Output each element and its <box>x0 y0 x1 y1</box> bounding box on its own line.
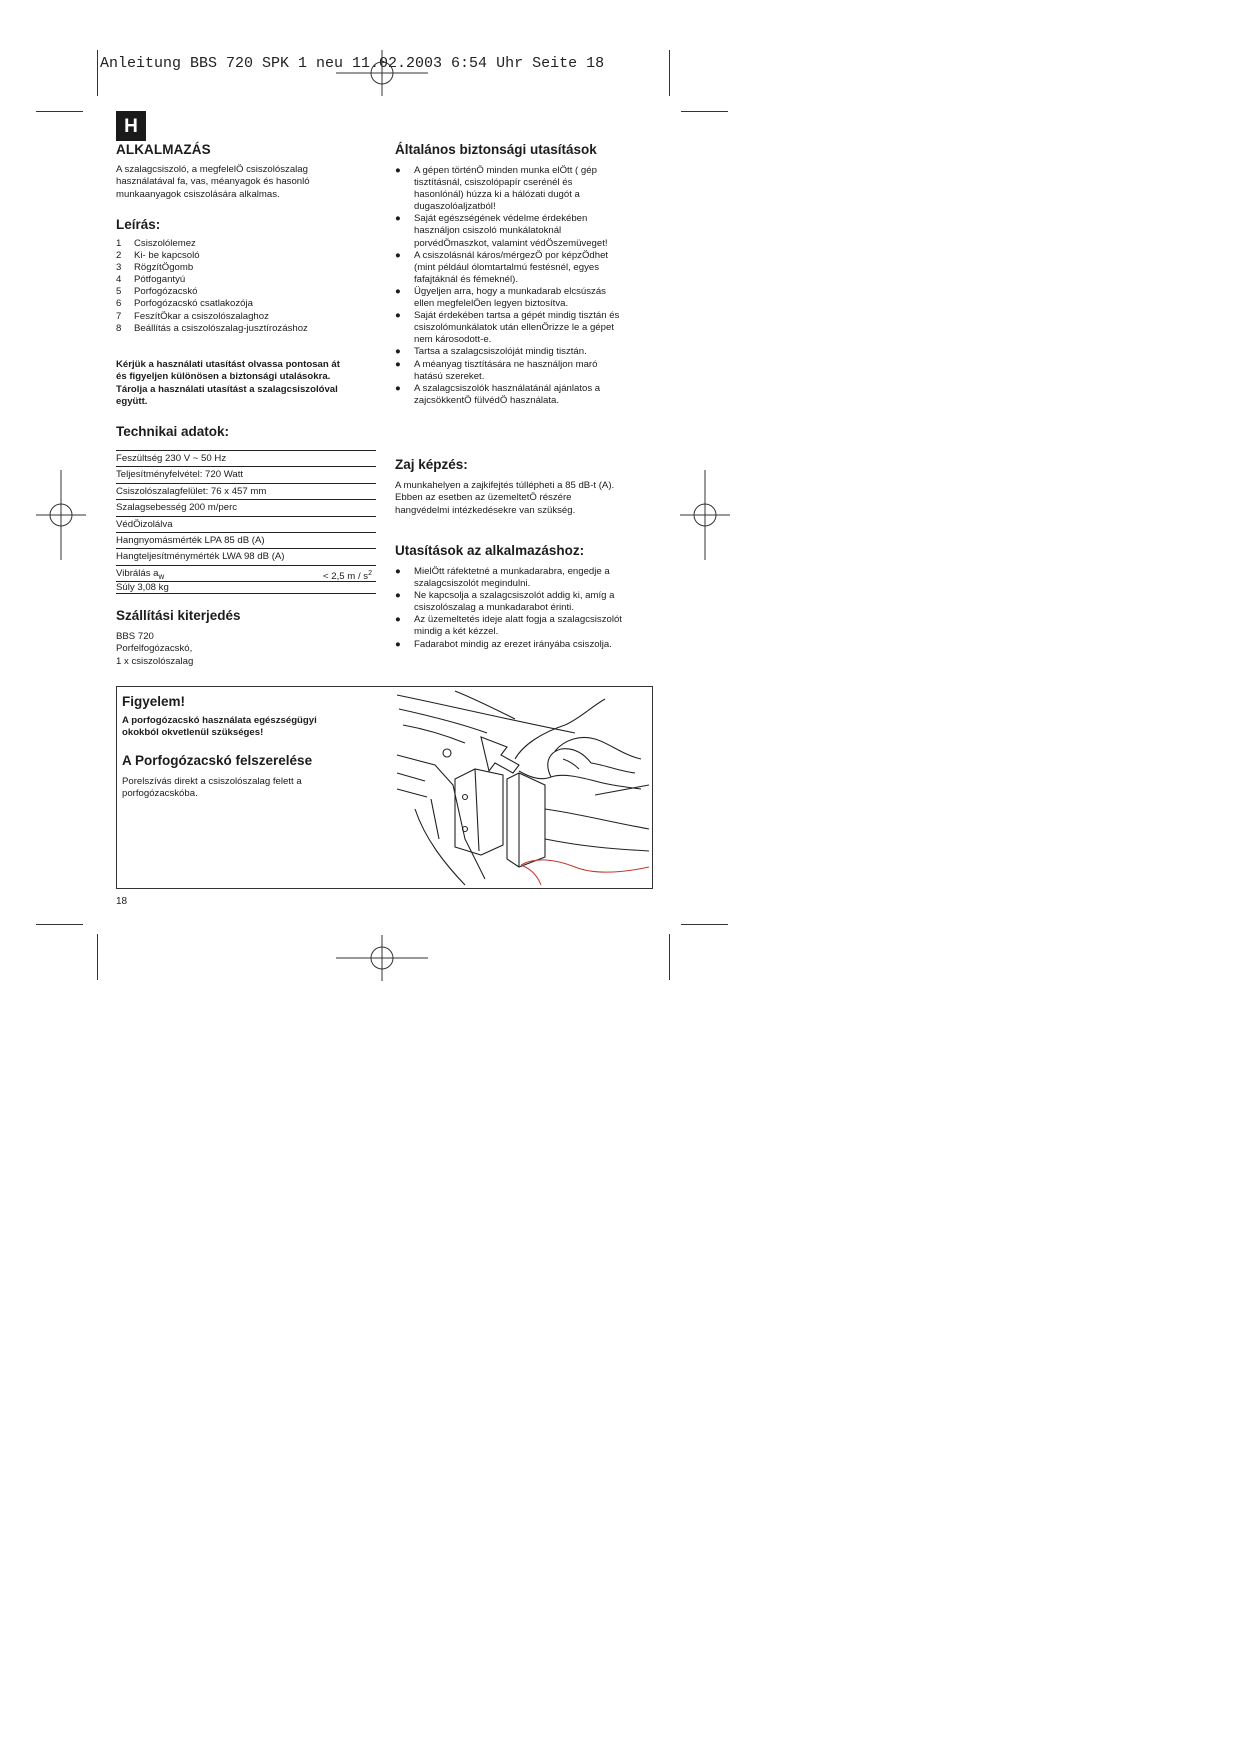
table-row: Súly 3,08 kg <box>116 582 376 594</box>
intro-line: A szalagcsiszoló, a megfelelÖ csiszolószalag <box>116 164 308 175</box>
warning-box <box>116 686 653 889</box>
registration-mark-top <box>336 50 428 96</box>
table-row: Feszültség 230 V ~ 50 Hz <box>116 451 376 467</box>
section-title-usage: Utasítások az alkalmazáshoz: <box>395 543 585 558</box>
list-item: ● Az üzemeltetés ideje alatt fogja a szalagcsiszolót mindig a két kézzel. <box>395 614 660 638</box>
list-item: ● A méanyag tisztítására ne használjon maró hatású szereket. <box>395 359 660 383</box>
application-intro <box>116 164 376 201</box>
section-title-application: ALKALMAZÁS <box>116 142 211 157</box>
registration-mark-right <box>680 470 730 560</box>
page-number: 18 <box>116 896 128 907</box>
note-line: Kérjük a használati utasítást olvassa pontosan át <box>116 359 340 370</box>
crop-mark <box>681 924 728 925</box>
list-item: 3 RögzítÖgomb <box>116 262 194 274</box>
list-item: 6 Porfogózacskó csatlakozója <box>116 298 253 310</box>
parts-list <box>116 238 386 335</box>
delivery-list <box>116 631 193 668</box>
vibration-value: < 2,5 m / $s^2$ <box>323 569 372 582</box>
crop-mark <box>669 50 670 96</box>
noise-line: A munkahelyen a zajkifejtés túllépheti a 85 dB-t (A). <box>395 480 615 491</box>
table-row: Csiszolószalagfelület: 76 x 457 mm <box>116 484 376 500</box>
list-item: 7 FeszítÖkar a csiszolószalaghoz <box>116 310 269 322</box>
list-item: 2 Ki- be kapcsoló <box>116 250 200 262</box>
crop-mark <box>669 934 670 980</box>
spec-table <box>116 450 376 594</box>
list-item: ● Saját egészségének védelme érdekében használjon csiszoló munkálatoknál porvédÖmaszkot, valamint védÖszemüveget! <box>395 213 660 249</box>
list-item: ● Tartsa a szalagcsiszolóját mindig tisztán. <box>395 346 660 358</box>
section-title-description: Leírás: <box>116 217 161 232</box>
noise-text <box>395 480 665 517</box>
delivery-item: Porfelfogózacskó, <box>116 643 193 655</box>
crop-mark <box>36 924 83 925</box>
dust-bag-attachment-illustration <box>395 689 651 887</box>
list-item: ● Ne kapcsolja a szalagcsiszolót addig ki, amíg a csiszolószalag a munkadarabot érinti. <box>395 590 660 614</box>
note-line: és figyeljen különösen a biztonsági utalásokra. <box>116 371 331 383</box>
language-badge: H <box>116 111 146 141</box>
table-row: Hangnyomásmérték LPA 85 dB (A) <box>116 533 376 549</box>
list-item: 8 Beállítás a csiszolószalag-jusztírozáshoz <box>116 322 308 334</box>
table-row: Hangteljesítménymérték LWA 98 dB (A) <box>116 549 376 565</box>
section-title-noise: Zaj képzés: <box>395 457 468 472</box>
safety-list <box>395 165 660 407</box>
read-instructions-note <box>116 359 386 408</box>
crop-mark <box>97 50 98 96</box>
list-item: ● Saját érdekében tartsa a gépét mindig tisztán és csiszolómunkálatok után ellenÖrizze le a gépet nem károsodott-e. <box>395 310 660 346</box>
warning-title: Figyelem! <box>122 694 186 709</box>
table-row-vibration <box>116 566 376 582</box>
list-item: 1 Csiszolólemez <box>116 238 196 249</box>
warning-body: Porelszívás direkt a csiszolószalag felett a porfogózacskóba. <box>122 776 302 800</box>
list-item: ● A szalagcsiszolók használatánál ajánlatos a zajcsökkentÖ fülvédÖ használata. <box>395 383 660 407</box>
note-line: Tárolja a használati utasítást a szalagcsiszolóval <box>116 383 338 395</box>
section-title-technical-data: Technikai adatok: <box>116 424 230 439</box>
intro-line: munkaanyagok csiszolására alkalmas. <box>116 188 280 200</box>
list-item: ● Ügyeljen arra, hogy a munkadarab elcsúszás ellen megfelelÖen legyen biztosítva. <box>395 286 660 310</box>
noise-line: hangvédelmi intézkedésekre van szükség. <box>395 504 576 516</box>
list-item: ● A gépen történÖ minden munka elÖtt ( gép tisztításnál, csiszolópapír cserénél és hasonlónál) húzza ki a hálózati dugót a dugaszolóaljzatból! <box>395 165 660 213</box>
delivery-item: 1 x csiszolószalag <box>116 655 194 667</box>
warning-text: A porfogózacskó használata egészségügyi okokból okvetlenül szükséges! <box>122 715 317 739</box>
intro-line: használatával fa, vas, méanyagok és hasonló <box>116 176 310 188</box>
list-item: ● Fadarabot mindig az erezet irányába csiszolja. <box>395 639 660 651</box>
vibration-label: Vibrálás a <box>116 567 159 579</box>
section-title-safety: Általános biztonsági utasítások <box>395 142 597 157</box>
vibration-subscript: w <box>158 571 165 581</box>
warning-subtitle: A Porfogózacskó felszerelése <box>122 753 313 768</box>
section-title-delivery: Szállítási kiterjedés <box>116 608 241 623</box>
list-item: 5 Porfogózacskó <box>116 286 198 298</box>
registration-mark-left <box>36 470 86 560</box>
table-row: Teljesítményfelvétel: 720 Watt <box>116 467 376 483</box>
delivery-item: BBS 720 <box>116 631 154 642</box>
list-item: ● MielÖtt ráfektetné a munkadarabra, engedje a szalagcsiszolót megindulni. <box>395 566 660 590</box>
registration-mark-bottom <box>336 935 428 981</box>
crop-mark <box>36 111 83 112</box>
note-line: együtt. <box>116 395 148 407</box>
list-item: 4 Pótfogantyú <box>116 274 186 286</box>
header-info-line: Anleitung BBS 720 SPK 1 neu 11.02.2003 6:54 Uhr Seite 18 <box>100 55 605 72</box>
table-row: Szalagsebesség 200 m/perc <box>116 500 376 516</box>
list-item: ● A csiszolásnál káros/mérgezÖ por képzÖdhet (mint például ólomtartalmú festésnél, egyes fafajtáknál és fémeknél). <box>395 250 660 286</box>
crop-mark <box>97 934 98 980</box>
crop-mark <box>681 111 728 112</box>
usage-list <box>395 566 660 651</box>
noise-line: Ebben az esetben az üzemeltetÖ részére <box>395 492 572 504</box>
table-row: VédÖizolálva <box>116 517 376 533</box>
